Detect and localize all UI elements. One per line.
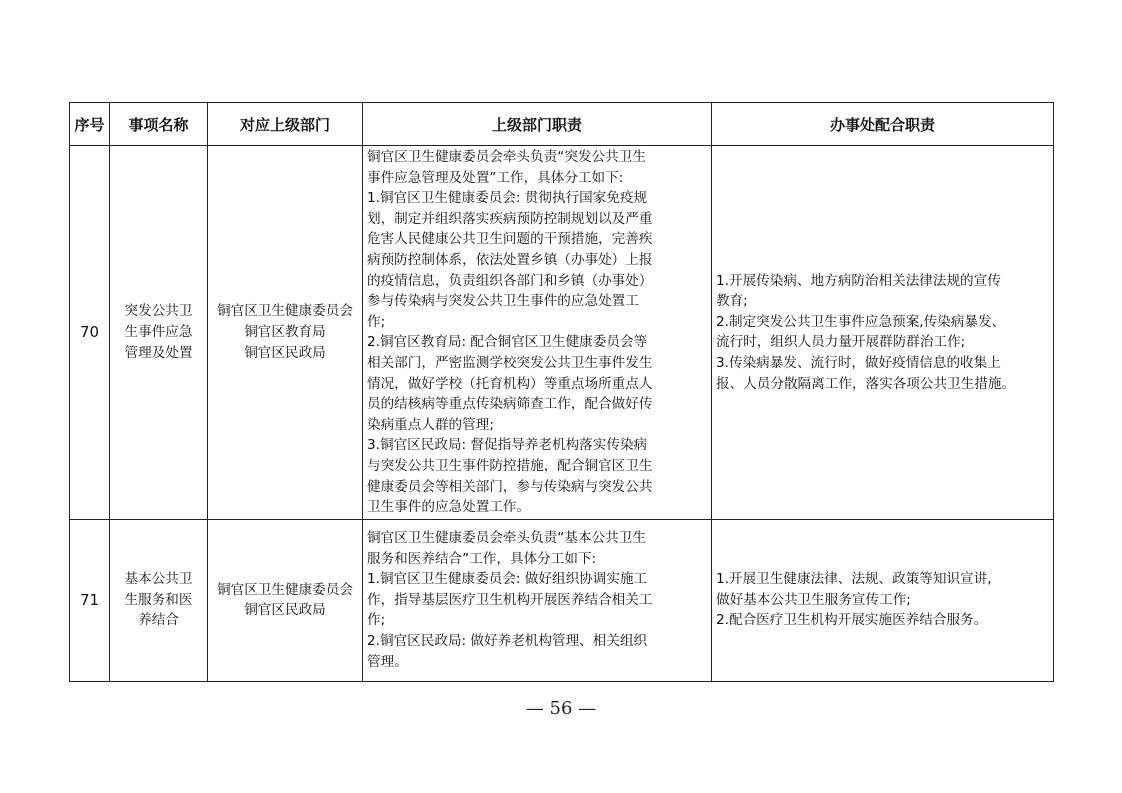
upper-duty-line: 病预防控制体系，依法处置乡镇（办事处）上报 (367, 251, 653, 268)
page-number: — 56 — (525, 698, 597, 719)
header-office-duty: 办事处配合职责 (712, 103, 1054, 146)
upper-duty-line: 1.铜官区卫生健康委员会: 做好组织协调实施工 (367, 571, 648, 588)
item-name-line: 养结合 (138, 612, 179, 629)
upper-duty (363, 146, 712, 520)
upper-duty-line: 相关部门，严密监测学校突发公共卫生事件发生 (367, 354, 653, 371)
item-name-line: 管理及处置 (124, 344, 193, 361)
header-seq: 序号 (70, 103, 110, 146)
upper-dept-line: 铜官区卫生健康委员会 (217, 303, 353, 320)
upper-duty-line: 作，指导基层医疗卫生机构开展医养结合相关工 (367, 591, 653, 608)
row-number: 71 (70, 519, 110, 681)
header-upper-duty: 上级部门职责 (363, 103, 712, 146)
office-duty-line: 教育; (716, 293, 748, 310)
upper-duty-line: 2.铜官区民政局: 做好养老机构管理、相关组织 (367, 633, 648, 650)
upper-duty (363, 519, 712, 681)
upper-dept (208, 519, 363, 681)
office-duty-line: 3.传染病暴发、流行时，做好疫情信息的收集上 (716, 354, 1001, 371)
table-row (70, 519, 1054, 681)
upper-duty-line: 与突发公共卫生事件防控措施，配合铜官区卫生 (367, 457, 653, 474)
office-duty-line: 2.制定突发公共卫生事件应急预案,传染病暴发、 (716, 313, 1006, 330)
item-name (110, 146, 208, 520)
upper-duty-line: 情况，做好学校（托育机构）等重点场所重点人 (367, 375, 653, 392)
upper-duty-line: 3.铜官区民政局: 督促指导养老机构落实传染病 (367, 437, 648, 454)
header-row (70, 103, 1054, 146)
upper-duty-line: 卫生事件的应急处置工作。 (367, 499, 531, 516)
upper-dept-line: 铜官区教育局 (244, 324, 326, 341)
upper-duty-line: 作; (367, 612, 386, 629)
duty-table (69, 102, 1054, 682)
office-duty-line: 报、人员分散隔离工作，落实各项公共卫生措施。 (716, 375, 1016, 392)
item-name-line: 基本公共卫 (124, 571, 193, 588)
item-name-line: 生事件应急 (124, 324, 193, 341)
upper-dept-line: 铜官区民政局 (244, 344, 326, 361)
upper-duty-line: 2.铜官区教育局: 配合铜官区卫生健康委员会等 (367, 334, 648, 351)
upper-duty-line: 的疫情信息，负责组织各部门和乡镇（办事处） (367, 272, 653, 289)
upper-duty-line: 作; (367, 313, 386, 330)
upper-duty-line: 参与传染病与突发公共卫生事件的应急处置工 (367, 293, 639, 310)
upper-duty-line: 健康委员会等相关部门，参与传染病与突发公共 (367, 478, 653, 495)
upper-duty-line: 1.铜官区卫生健康委员会: 贯彻执行国家免疫规 (367, 190, 648, 207)
upper-duty-line: 服务和医养结合”工作，具体分工如下: (367, 550, 597, 567)
office-duty-line: 做好基本公共卫生服务宣传工作; (716, 591, 911, 608)
upper-duty-line: 染病重点人群的管理; (367, 416, 494, 433)
upper-dept-line: 铜官区民政局 (244, 602, 326, 619)
upper-dept-line: 铜官区卫生健康委员会 (217, 581, 353, 598)
item-name-line: 突发公共卫 (124, 303, 193, 320)
upper-duty-line: 管理。 (367, 653, 408, 670)
upper-duty-line: 铜官区卫生健康委员会牵头负责“突发公共卫生 (367, 149, 646, 165)
office-duty-line: 1.开展传染病、地方病防治相关法律法规的宣传 (716, 272, 1001, 289)
upper-duty-line: 危害人民健康公共卫生问题的干预措施，完善疾 (367, 231, 653, 248)
table-row (70, 146, 1054, 520)
upper-duty-line: 划，制定并组织落实疾病预防控制规划以及严重 (367, 210, 653, 227)
upper-dept (208, 146, 363, 520)
office-duty-line: 流行时，组织人员力量开展群防群治工作; (716, 334, 966, 351)
upper-duty-line: 员的结核病等重点传染病筛查工作，配合做好传 (367, 396, 653, 413)
row-number: 70 (70, 146, 110, 520)
header-upper-dept: 对应上级部门 (208, 103, 363, 146)
office-duty (712, 146, 1054, 520)
item-name (110, 519, 208, 681)
upper-duty-line: 事件应急管理及处置”工作，具体分工如下: (367, 169, 624, 186)
header-item-name: 事项名称 (110, 103, 208, 146)
office-duty-line: 2.配合医疗卫生机构开展实施医养结合服务。 (716, 612, 988, 629)
office-duty (712, 519, 1054, 681)
office-duty-line: 1.开展卫生健康法律、法规、政策等知识宣讲, (716, 571, 992, 588)
item-name-line: 生服务和医 (124, 591, 193, 608)
upper-duty-line: 铜官区卫生健康委员会牵头负责“基本公共卫生 (367, 530, 646, 547)
